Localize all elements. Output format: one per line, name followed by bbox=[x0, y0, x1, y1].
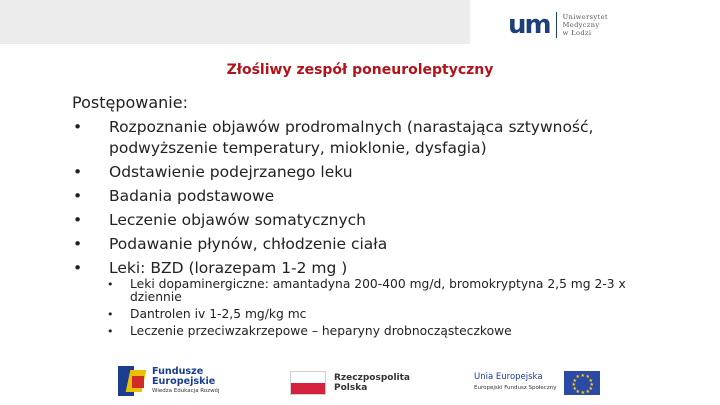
sub-list-item-text: Leki dopaminergiczne: amantadyna 200-400 mg/d, bromokryptyna 2,5 mg 2-3 x dziennie bbox=[130, 277, 626, 304]
sub-list-item bbox=[104, 278, 664, 304]
list-item-text: Leczenie objawów somatycznych bbox=[109, 211, 366, 229]
list-item-text: Podawanie płynów, chłodzenie ciała bbox=[109, 235, 388, 253]
list-item bbox=[72, 234, 652, 255]
main-bullet-list bbox=[72, 117, 652, 282]
pl-line-1: Rzeczpospolita bbox=[334, 373, 410, 383]
bullet-icon: • bbox=[73, 211, 83, 229]
bullet-icon: • bbox=[73, 259, 83, 277]
list-item bbox=[72, 117, 652, 159]
fe-line-3: Wiedza Edukacja Rozwój bbox=[152, 388, 220, 394]
bullet-icon: • bbox=[73, 187, 83, 205]
list-item-text: Rozpoznanie objawów prodromalnych (narastająca sztywność, podwyższenie temperatury, mioklonie, dysfagia) bbox=[109, 118, 594, 157]
sub-list-item-text: Dantrolen iv 1-2,5 mg/kg mc bbox=[130, 307, 307, 321]
um-logo-mark: um bbox=[508, 10, 550, 40]
ue-line-1: Unia Europejska bbox=[474, 372, 543, 382]
list-item bbox=[72, 162, 652, 183]
bullet-icon: • bbox=[107, 325, 114, 338]
eu-flag-icon: ★ ★ ★ ★ ★ ★ ★ ★ ★ ★ ★ ★ bbox=[564, 371, 600, 395]
university-logo bbox=[508, 12, 608, 38]
university-name bbox=[563, 13, 608, 37]
sub-list-item bbox=[104, 308, 664, 321]
fe-line-1: Fundusze bbox=[152, 366, 204, 377]
ue-line-2: Europejski Fundusz Społeczny bbox=[474, 385, 557, 391]
bullet-icon: • bbox=[107, 278, 114, 291]
section-heading: Postępowanie: bbox=[72, 93, 188, 112]
fundusze-europejskie-logo bbox=[118, 366, 220, 396]
rzeczpospolita-polska-logo bbox=[290, 371, 410, 395]
list-item-text: Odstawienie podejrzanego leku bbox=[109, 163, 353, 181]
university-name-line-2: Medyczny bbox=[562, 21, 600, 29]
sub-list-item-text: Leczenie przeciwzakrzepowe – heparyny drobnocząsteczkowe bbox=[130, 324, 512, 338]
polish-flag-icon bbox=[290, 371, 326, 395]
unia-europejska-logo bbox=[474, 371, 600, 395]
fundusze-europejskie-text bbox=[152, 367, 220, 395]
fundusze-europejskie-icon bbox=[118, 366, 146, 396]
fe-line-2: Europejskie bbox=[152, 376, 216, 387]
bullet-icon: • bbox=[73, 235, 83, 253]
logo-divider bbox=[556, 12, 557, 38]
sub-bullet-list bbox=[104, 278, 664, 342]
list-item-text: Badania podstawowe bbox=[109, 187, 275, 205]
university-name-line-3: w Łodzi bbox=[562, 29, 592, 37]
list-item-text: Leki: BZD (lorazepam 1-2 mg ) bbox=[109, 259, 348, 277]
list-item bbox=[72, 210, 652, 231]
pl-line-2: Polska bbox=[334, 383, 368, 393]
bullet-icon: • bbox=[73, 163, 83, 181]
slide-title: Złośliwy zespół poneuroleptyczny bbox=[226, 62, 494, 78]
list-item bbox=[72, 186, 652, 207]
unia-europejska-text bbox=[474, 372, 556, 394]
university-name-line-1: Uniwersytet bbox=[562, 13, 608, 21]
sub-list-item bbox=[104, 325, 664, 338]
bullet-icon: • bbox=[73, 118, 83, 136]
list-item bbox=[72, 258, 652, 279]
rzeczpospolita-polska-text bbox=[334, 373, 410, 393]
bullet-icon: • bbox=[107, 308, 114, 321]
